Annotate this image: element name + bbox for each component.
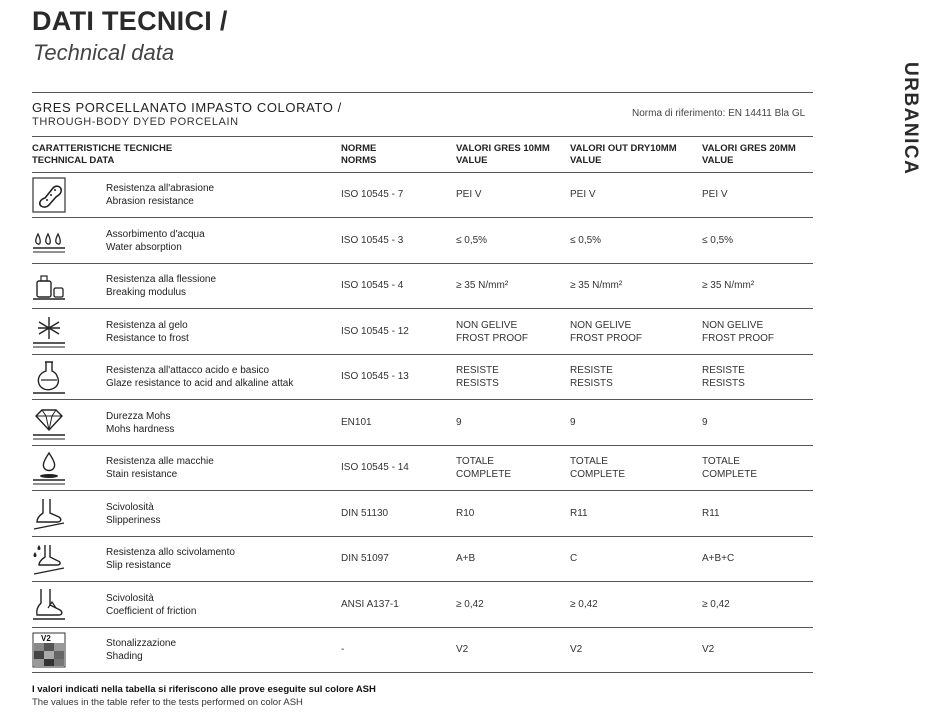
foot-friction-icon [32,586,66,624]
header-col1-title: VALORI GRES 10MM [456,143,550,154]
table-row [32,401,813,446]
section-title-english: THROUGH-BODY DYED PORCELAIN [32,116,239,128]
value-line-2: COMPLETE [570,468,626,480]
property-label [106,183,214,208]
value-col2 [570,508,588,521]
value-col3 [702,508,720,521]
table-row [32,264,813,309]
value-line-1: 9 [702,417,708,428]
header-col-out-dry-10mm [570,143,677,167]
property-label [106,547,235,572]
property-english: Coefficient of friction [106,605,197,617]
row-divider [32,217,813,218]
header-norms-it: NORME [341,143,377,154]
title-italian: DATI TECNICI / [32,6,228,36]
section-title-italian: GRES PORCELLANATO IMPASTO COLORATO / [32,100,342,115]
value-line-1: PEI V [570,189,596,200]
value-line-1: ≥ 0,42 [570,599,598,610]
value-col3 [702,644,714,657]
value-line-1: C [570,553,578,564]
value-col1 [456,553,475,566]
value-line-1: ≤ 0,5% [456,235,488,246]
shading-v2-icon [32,631,66,669]
water-drops-icon [32,222,66,260]
divider [32,136,813,137]
value-line-1: PEI V [456,189,482,200]
property-english: Breaking modulus [106,286,187,298]
diamond-icon [32,404,66,442]
value-line-2: FROST PROOF [702,332,775,344]
value-line-1: RESISTE [702,365,745,376]
snowflake-icon [32,313,66,351]
property-english: Abrasion resistance [106,195,194,207]
abrasion-shoe-icon [32,176,66,214]
flask-icon [32,358,66,396]
value-col3 [702,189,728,202]
property-english: Slipperiness [106,514,161,526]
value-line-1: 9 [570,417,576,428]
value-col1 [456,417,462,430]
property-italian: Resistenza alle macchie [106,456,214,467]
row-divider [32,308,813,309]
footnote-italian: I valori indicati nella tabella si riferiscono alle prove eseguite sul colore ASH [32,684,376,695]
value-line-1: NON GELIVE [456,320,518,331]
table-row [32,310,813,355]
footnote-english: The values in the table refer to the tests performed on color ASH [32,697,303,708]
table-row [32,583,813,628]
property-label [106,638,176,663]
header-col-gres-10mm [456,143,550,167]
shading-v2-icon-label: V2 [41,634,51,643]
value-line-1: ≥ 35 N/mm² [570,280,623,291]
value-col3 [702,235,733,248]
property-italian: Durezza Mohs [106,411,171,422]
property-italian: Resistenza all'abrasione [106,183,215,194]
property-english: Shading [106,650,143,662]
header-col-gres-20mm [702,143,796,167]
row-divider [32,672,813,673]
header-col2-sub: VALUE [570,155,602,166]
table-row [32,173,813,218]
value-col2 [570,280,622,293]
header-property-en: TECHNICAL DATA [32,155,115,166]
value-col2 [570,456,625,481]
value-line-1: V2 [570,644,583,655]
property-english: Slip resistance [106,559,172,571]
value-line-1: PEI V [702,189,728,200]
value-line-1: R11 [702,508,720,519]
value-col2 [570,320,642,345]
value-line-1: R11 [570,508,588,519]
property-italian: Resistenza allo scivolamento [106,547,235,558]
property-english: Stain resistance [106,468,178,480]
title-english: Technical data [33,40,175,65]
row-divider [32,399,813,400]
value-line-1: ≥ 0,42 [456,599,484,610]
value-col1 [456,599,484,612]
value-line-1: RESISTE [570,365,613,376]
header-col1-sub: VALUE [456,155,488,166]
value-line-1: V2 [702,644,715,655]
value-line-1: TOTALE [570,456,608,467]
property-label [106,593,196,618]
value-line-2: RESISTS [570,377,613,389]
value-line-1: A+B+C [702,553,735,564]
value-col3 [702,599,730,612]
value-col2 [570,189,596,202]
value-col2 [570,235,601,248]
row-divider [32,490,813,491]
header-col2-title: VALORI OUT DRY10MM [570,143,677,154]
weights-icon [32,267,66,305]
value-line-2: COMPLETE [702,468,758,480]
value-col3 [702,553,734,566]
norm-value: ISO 10545 - 4 [341,280,404,291]
table-row [32,492,813,537]
value-line-1: RESISTE [456,365,499,376]
value-line-1: ≤ 0,5% [570,235,602,246]
value-line-1: ≥ 0,42 [702,599,730,610]
value-line-1: ≥ 35 N/mm² [456,280,509,291]
property-label [106,456,214,481]
header-property-it: CARATTERISTICHE TECNICHE [32,143,173,154]
norm-value: ISO 10545 - 3 [341,235,404,246]
property-italian: Scivolosità [106,502,154,513]
value-line-1: V2 [456,644,469,655]
norm-value: DIN 51130 [341,508,389,519]
norm-value: ISO 10545 - 12 [341,326,409,337]
value-line-1: NON GELIVE [702,320,764,331]
property-english: Glaze resistance to acid and alkaline attak [106,377,294,389]
value-line-1: TOTALE [702,456,740,467]
property-italian: Scivolosità [106,593,154,604]
divider [32,92,813,93]
value-col2 [570,644,582,657]
norm-value: - [341,644,345,655]
norm-value: ISO 10545 - 13 [341,371,409,382]
property-label [106,365,293,390]
property-italian: Resistenza all'attacco acido e basico [106,365,270,376]
value-line-2: RESISTS [702,377,745,389]
property-english: Resistance to frost [106,332,189,344]
value-line-1: ≥ 35 N/mm² [702,280,755,291]
property-label [106,229,205,254]
value-col1 [456,320,528,345]
wet-foot-icon [32,540,66,578]
value-col2 [570,599,598,612]
value-line-2: COMPLETE [456,468,512,480]
value-col2 [570,553,577,566]
header-norms-en: NORMS [341,155,377,166]
value-line-1: A+B [456,553,476,564]
norm-value: ANSI A137-1 [341,599,399,610]
value-col3 [702,417,708,430]
value-col1 [456,365,499,390]
stain-drop-icon [32,449,66,487]
value-col3 [702,456,757,481]
value-line-2: FROST PROOF [570,332,643,344]
value-col3 [702,280,754,293]
header-col3-title: VALORI GRES 20MM [702,143,796,154]
value-col1 [456,456,511,481]
property-english: Mohs hardness [106,423,175,435]
table-row [32,628,813,673]
table-row [32,355,813,400]
property-english: Water absorption [106,241,182,253]
value-col1 [456,644,468,657]
value-col3 [702,320,774,345]
value-col3 [702,365,745,390]
value-col2 [570,365,613,390]
property-italian: Resistenza al gelo [106,320,188,331]
header-properties [32,143,172,167]
norm-value: EN101 [341,417,372,428]
value-line-1: R10 [456,508,475,519]
property-label [106,411,174,436]
norm-reference: Norma di riferimento: EN 14411 Bla GL [632,108,806,119]
value-col2 [570,417,576,430]
value-line-1: TOTALE [456,456,494,467]
property-italian: Stonalizzazione [106,638,177,649]
value-col1 [456,508,474,521]
value-line-1: ≤ 0,5% [702,235,734,246]
brand-name: URBANICA [900,62,921,176]
foot-slope-icon [32,495,66,533]
value-line-2: FROST PROOF [456,332,529,344]
value-line-2: RESISTS [456,377,499,389]
property-label [106,320,189,345]
property-italian: Resistenza alla flessione [106,274,217,285]
header-col3-sub: VALUE [702,155,734,166]
property-label [106,502,160,527]
value-col1 [456,235,487,248]
value-col1 [456,189,482,202]
norm-value: ISO 10545 - 14 [341,462,409,473]
norm-value: ISO 10545 - 7 [341,189,404,200]
value-line-1: 9 [456,417,462,428]
header-norms [341,143,376,167]
value-line-1: NON GELIVE [570,320,632,331]
property-label [106,274,216,299]
row-divider [32,581,813,582]
table-row [32,219,813,264]
table-row [32,446,813,491]
table-row [32,537,813,582]
value-col1 [456,280,508,293]
property-italian: Assorbimento d'acqua [106,229,205,240]
norm-value: DIN 51097 [341,553,389,564]
